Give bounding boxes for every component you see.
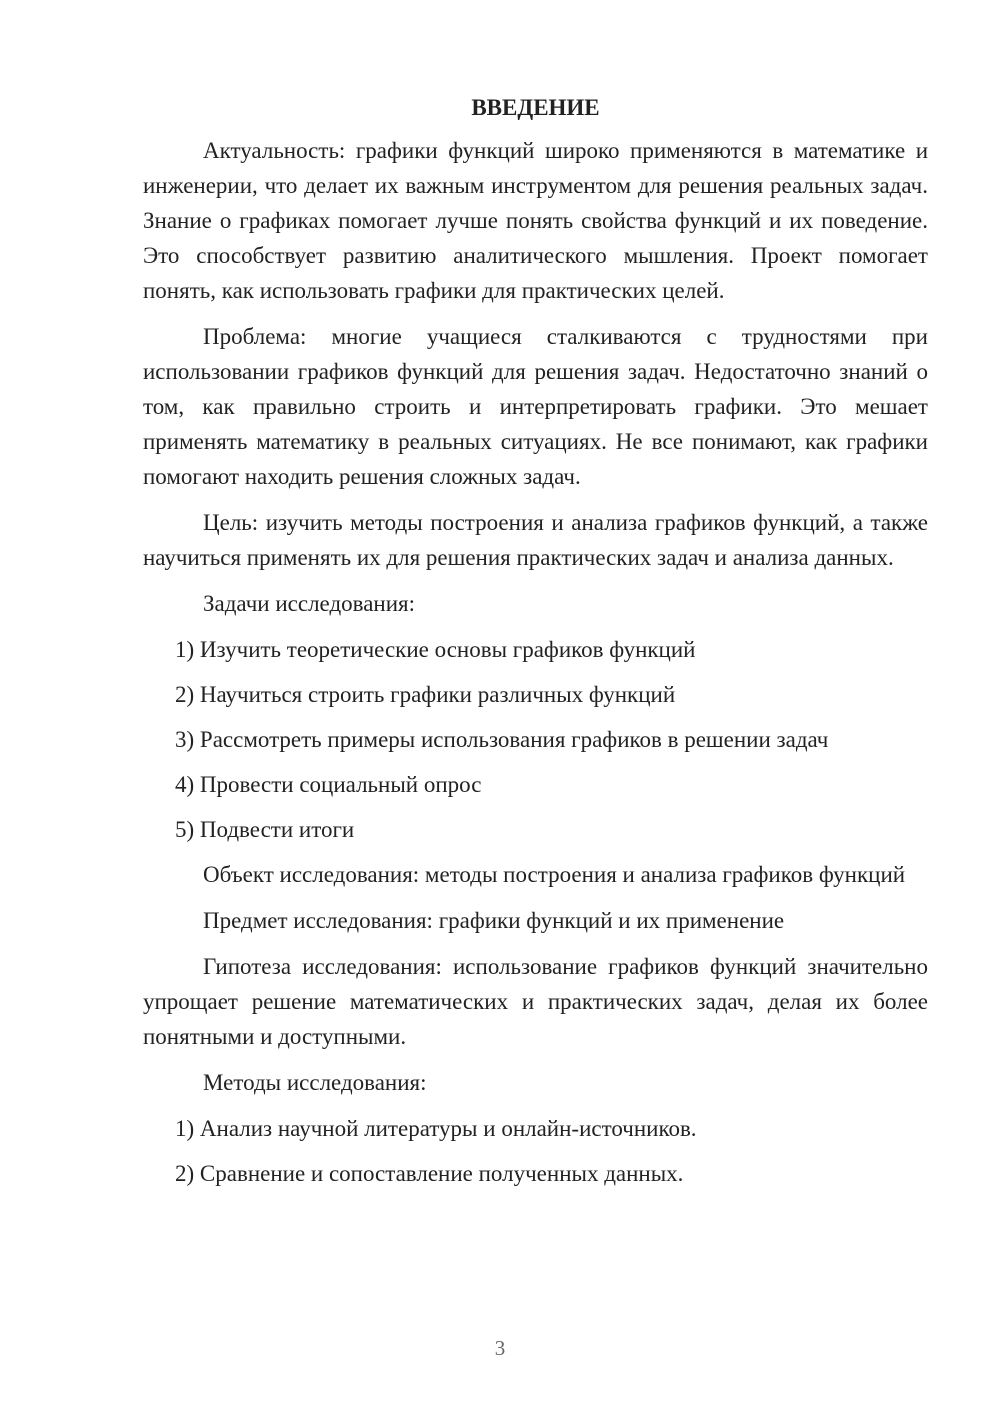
- list-item: 2) Сравнение и сопоставление полученных данных.: [175, 1161, 684, 1186]
- goal-paragraph: Цель: изучить методы построения и анализа графиков функций, а также научиться применять их для решения практических задач и анализа данных.: [143, 510, 928, 570]
- methods-title: Методы исследования:: [203, 1070, 427, 1095]
- subject-paragraph: Предмет исследования: графики функций и их применение: [203, 908, 785, 933]
- list-item: 1) Изучить теоретические основы графиков функций: [175, 637, 696, 662]
- methods-list: [143, 1111, 928, 1191]
- object-paragraph: Объект исследования: методы построения и анализа графиков функций: [203, 862, 906, 887]
- relevance-paragraph: Актуальность: графики функций широко применяются в математике и инженерии, что делает их важным инструментом для решения реальных задач. Знание о графиках помогает лучше понять свойства функций и их поведение. Это способствует развитию аналитического мышления. Проект помогает понять, как использовать графики для практических целей.: [143, 138, 928, 303]
- list-item: 1) Анализ научной литературы и онлайн-источников.: [175, 1116, 697, 1141]
- page-number: 3: [494, 1336, 506, 1360]
- hypothesis-paragraph: Гипотеза исследования: использование графиков функций значительно упрощает решение математических и практических задач, делая их более понятными и доступными.: [143, 954, 928, 1049]
- list-item: 3) Рассмотреть примеры использования графиков в решении задач: [175, 727, 829, 752]
- document-page: [143, 90, 928, 1201]
- list-item: 2) Научиться строить графики различных функций: [175, 682, 676, 707]
- section-heading: ВВЕДЕНИЕ: [471, 95, 600, 120]
- list-item: 4) Провести социальный опрос: [175, 772, 482, 797]
- list-item: 5) Подвести итоги: [175, 817, 355, 842]
- tasks-title: Задачи исследования:: [203, 591, 416, 616]
- tasks-list: [143, 632, 928, 847]
- problem-paragraph: Проблема: многие учащиеся сталкиваются с трудностями при использовании графиков функций для решения задач. Недостаточно знаний о том, как правильно строить и интерпретировать графики. Это мешает применять математику в реальных ситуациях. Не все понимают, как графики помогают находить решения сложных задач.: [143, 324, 928, 489]
